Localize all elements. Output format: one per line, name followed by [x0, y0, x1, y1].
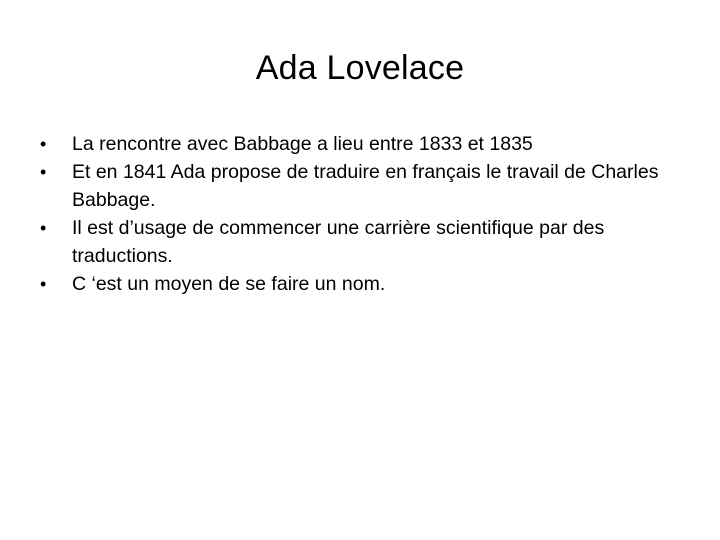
- bullet-dot-icon: •: [40, 134, 47, 154]
- bullet-dot-icon: •: [40, 274, 47, 294]
- bullet-text: La rencontre avec Babbage a lieu entre 1833 et 1835: [72, 133, 533, 155]
- bullet-list: [36, 130, 686, 298]
- bullet-dot-icon: •: [40, 162, 47, 182]
- bullet-dot-icon: •: [40, 218, 47, 238]
- bullet-item: [36, 158, 686, 214]
- bullet-item: [36, 130, 686, 158]
- bullet-text: Il est d’usage de commencer une carrière scientifique par des traductions.: [72, 217, 605, 267]
- bullet-item: [36, 214, 686, 270]
- bullet-item: [36, 270, 686, 298]
- bullet-text: C ‘est un moyen de se faire un nom.: [72, 273, 386, 295]
- bullet-text: Et en 1841 Ada propose de traduire en français le travail de Charles Babbage.: [72, 161, 659, 211]
- slide-title: Ada Lovelace: [255, 49, 465, 87]
